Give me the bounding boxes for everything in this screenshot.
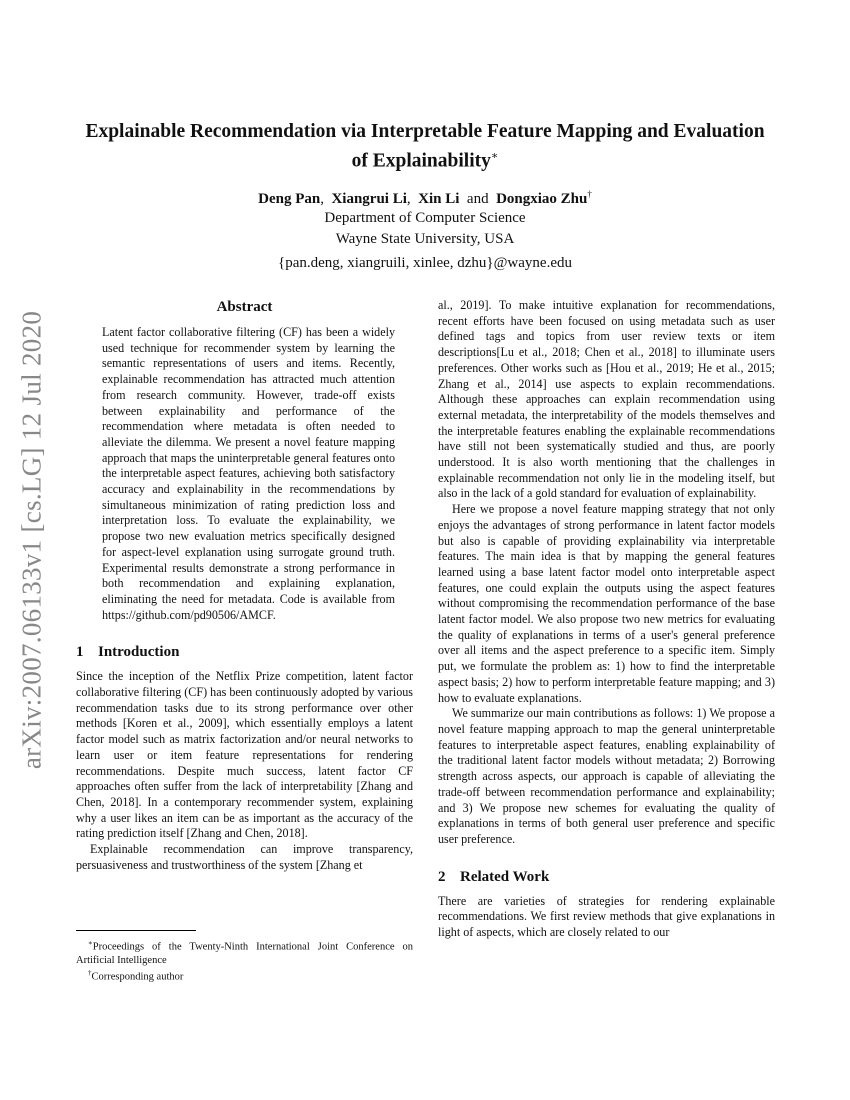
section-heading-related-work <box>438 868 775 886</box>
author-2: Xiangrui Li <box>331 191 407 207</box>
abstract-heading: Abstract <box>216 299 273 315</box>
footnote-1-text: Proceedings of the Twenty-Ninth International Joint Conference on Artificial Intelligence <box>76 941 413 966</box>
section-heading-introduction <box>76 643 413 661</box>
footnote-rule <box>76 930 196 931</box>
author-list: Deng Pan, Xiangrui Li, Xin Li and Dongxiao Zhu† <box>258 189 592 207</box>
arxiv-identifier-sidebar <box>12 290 52 790</box>
affiliation-department: Department of Computer Science <box>324 210 526 226</box>
footnote-2 <box>76 967 413 984</box>
author-footnote-mark: † <box>587 189 592 199</box>
intro-paragraph-4: We summarize our main contributions as follows: 1) We propose a novel feature mapping approach to map the general uninterpretable features to interpretable aspect features, enabling explainability of the traditional latent factor models without metadata; 2) Borrowing strength across aspects, our approach is capable of alleviating the trade-off between recommendation performance and explainability; and 3) We propose new schemes for evaluating the quality of explanations in terms of both general user preference and specific user preference. <box>438 706 775 846</box>
footnote-1 <box>76 937 413 967</box>
section-number: 1 <box>76 644 84 661</box>
footnote-2-mark: † <box>88 968 92 977</box>
affiliation-email: {pan.deng, xiangruili, xinlee, dzhu}@wayne.edu <box>278 255 572 271</box>
intro-paragraph-2-continued: al., 2019]. To make intuitive explanation for recommendations, recent efforts have been focused on using metadata such as user defined tags and topics from user review texts or item descriptions[Lu et al., 2018; Chen et al., 2018] to illuminate users preferences. Other works such as [Hou et al., 2019; He et al., 2015; Zhang et al., 2014] use aspects to explain recommendations. Although these approaches can explain recommendation using external metadata, the interpretability of the models themselves and the interpretable features enabling the explainable recommendations have still not been systematically studied and thus, are poorly understood. It is also worth mentioning that the challenges in explainable recommendation not only lie in the modeling itself, but also in the lack of a gold standard for evaluation of explainability. <box>438 298 775 501</box>
affiliation-university: Wayne State University, USA <box>335 231 515 247</box>
section-number: 2 <box>438 868 446 885</box>
author-conjunction: and <box>466 191 489 207</box>
section-title: Related Work <box>460 868 550 885</box>
footnote-2-text: Corresponding author <box>91 971 184 982</box>
right-column <box>438 298 775 941</box>
title-footnote-mark: ∗ <box>490 150 499 162</box>
abstract-body <box>102 325 395 623</box>
related-paragraph-1: There are varieties of strategies for rendering explainable recommendations. We first review methods that give explanations in light of aspects, which are closely related to our <box>438 893 775 940</box>
section-title: Introduction <box>98 644 180 661</box>
paper-title <box>60 119 790 174</box>
footnote-1-mark: ∗ <box>88 939 93 947</box>
affiliation-block <box>0 208 850 274</box>
left-column <box>76 298 413 874</box>
arxiv-identifier: arXiv:2007.06133v1 [cs.LG] 12 Jul 2020 <box>16 310 47 770</box>
intro-paragraph-2: Explainable recommendation can improve transparency, persuasiveness and trustworthiness of the system [Zhang et <box>76 842 413 872</box>
author-4: Dongxiao Zhu <box>496 191 588 207</box>
author-3: Xin Li <box>418 191 460 207</box>
author-1: Deng Pan <box>258 191 321 207</box>
title-line-2: of Explainability <box>351 150 491 172</box>
title-line-1: Explainable Recommendation via Interpretable Feature Mapping and Evaluation <box>85 121 765 142</box>
intro-paragraph-3: Here we propose a novel feature mapping strategy that not only enjoys the advantages of strong performance in latent factor models but also is capable of providing explainability via interpretable features. The main idea is that by mapping the general features learned using a base latent factor model onto interpretable aspect features, one could explain the outputs using the aspect features without compromising the recommendation performance of the base latent factor model. We also propose two new metrics for evaluating the quality of explanations in terms of a user's general preference over all items and the aspect preference to a specific item. Simply put, we formulate the problem as: 1) how to find the interpretable aspect basis; 2) how to perform interpretable feature mapping; and 3) how to evaluate explanations. <box>438 502 775 705</box>
intro-paragraph-1: Since the inception of the Netflix Prize competition, latent factor collaborative filtering (CF) has been continuously adopted by various recommendation tasks due to its strong performance over other methods [Koren et al., 2009], which essentially employs a latent factor model such as matrix factorization and/or neural networks to learn user or item feature representations for rendering recommendations. Despite much success, latent factor CF approaches often suffer from the lack of interpretability [Zhang and Chen, 2018]. In a contemporary recommender system, explaining why a user likes an item can be as important as the accuracy of the rating prediction itself [Zhang and Chen, 2018]. <box>76 669 413 841</box>
abstract-text: Latent factor collaborative filtering (CF) has been a widely used technique for recommender system by learning the semantic representations of users and items. Recently, explainable recommendation has attracted much attention from research community. However, trade-off exists between explainability and performance of the recommendation where metadata is often needed to alleviate the dilemma. We present a novel feature mapping approach that maps the uninterpretable general features onto the interpretable aspect features, achieving both satisfactory accuracy and explainability in the recommendations by simultaneous minimization of rating prediction loss and interpretation loss. To evaluate the explainability, we propose two new evaluation metrics specifically designed for aspect-level explanation using surrogate ground truth. Experimental results demonstrate a strong performance in both recommendation and explaining explanation, eliminating the need for metadata. Code is available from https://github.com/pd90506/AMCF. <box>102 325 395 622</box>
footnotes <box>76 930 413 983</box>
